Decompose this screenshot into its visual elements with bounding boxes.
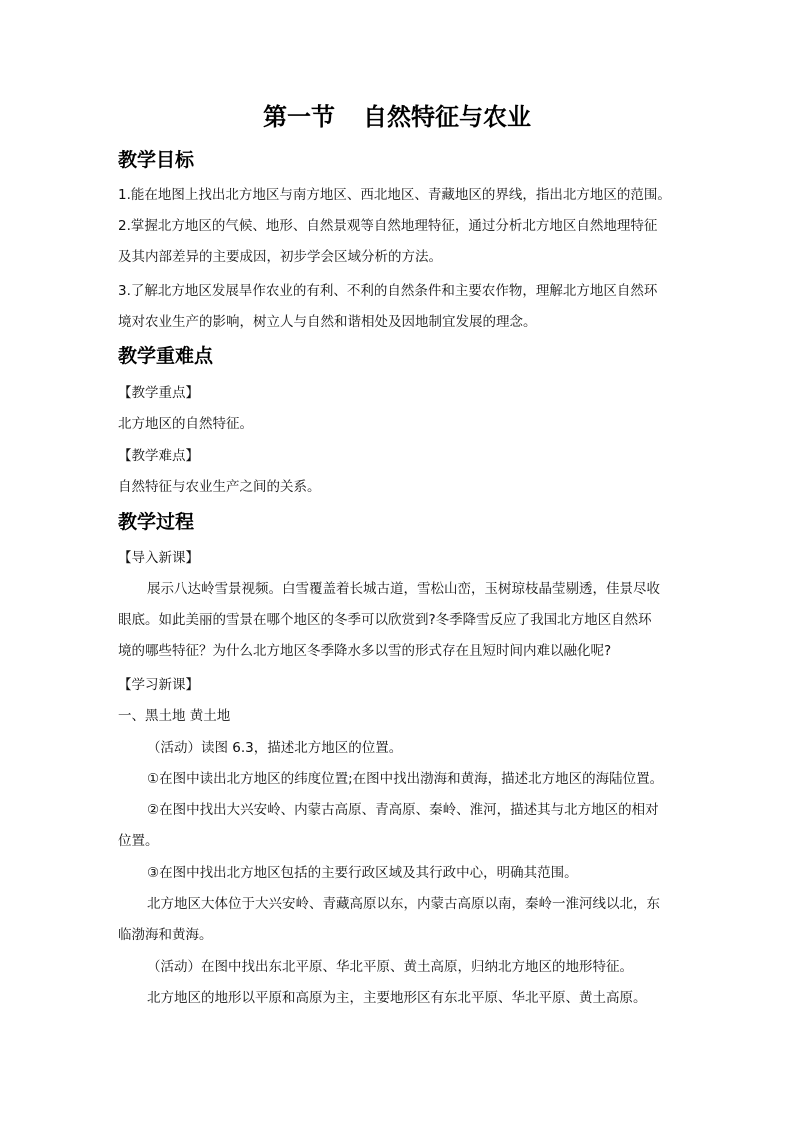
objective-line: 3.了解北方地区发展旱作农业的有利、不利的自然条件和主要农作物，理解北方地区自然环 xyxy=(118,283,658,299)
key-point-text: 北方地区的自然特征。 xyxy=(118,416,253,432)
summary-line: 北方地区大体位于大兴安岭、青藏高原以东，内蒙古高原以南，秦岭一淮河线以北，东 xyxy=(147,896,660,912)
new-lesson-label: 【学习新课】 xyxy=(118,677,199,693)
objective-line: 境对农业生产的影响，树立人与自然和谐相处及因地制宜发展的理念。 xyxy=(118,314,537,330)
activity-line: （活动）在图中找出东北平原、华北平原、黄土高原，归纳北方地区的地形特征。 xyxy=(147,959,633,975)
activity-item: ①在图中读出北方地区的纬度位置;在图中找出渤海和黄海，描述北方地区的海陆位置。 xyxy=(147,771,664,787)
activity-item: ②在图中找出大兴安岭、内蒙古高原、青高原、秦岭、淮河，描述其与北方地区的相对 xyxy=(147,802,659,818)
intro-line: 眼底。如此美丽的雪景在哪个地区的冬季可以欣赏到?冬季降雪反应了我国北方地区自然环 xyxy=(118,612,652,628)
activity-item: ③在图中找出北方地区包括的主要行政区域及其行政中心，明确其范围。 xyxy=(147,865,578,881)
intro-label: 【导入新课】 xyxy=(118,550,199,566)
part1-heading: 一、黑土地 黄土地 xyxy=(118,708,231,724)
objective-line: 2.掌握北方地区的气候、地形、自然景观等自然地理特征，通过分析北方地区自然地理特征 xyxy=(118,218,658,234)
terrain-line: 北方地区的地形以平原和高原为主，主要地形区有东北平原、华北平原、黄土高原。 xyxy=(147,990,647,1006)
intro-line: 境的哪些特征？为什么北方地区冬季降水多以雪的形式存在且短时间内难以融化呢? xyxy=(118,643,612,659)
title-text: 自然特征与农业 xyxy=(363,103,531,131)
title-section-number: 第一节 xyxy=(263,103,335,131)
objective-line: 1.能在地图上找出北方地区与南方地区、西北地区、青藏地区的界线，指出北方地区的范围。 xyxy=(118,187,671,203)
objective-line: 及其内部差异的主要成因，初步学会区域分析的方法。 xyxy=(118,249,442,265)
objectives-heading: 教学目标 xyxy=(118,149,195,171)
difficult-point-label: 【教学难点】 xyxy=(118,448,199,464)
difficult-point-text: 自然特征与农业生产之间的关系。 xyxy=(118,479,321,495)
keypoints-heading: 教学重难点 xyxy=(118,345,214,367)
page-title xyxy=(0,100,794,134)
intro-line: 展示八达岭雪景视频。白雪覆盖着长城古道，雪松山峦，玉树琼枝晶莹剔透，佳景尽收 xyxy=(147,581,660,597)
key-point-label: 【教学重点】 xyxy=(118,385,199,401)
process-heading: 教学过程 xyxy=(118,511,195,533)
summary-line: 临渤海和黄海。 xyxy=(118,927,213,943)
activity-line: （活动）读图 6.3，描述北方地区的位置。 xyxy=(147,740,403,756)
activity-item-continuation: 位置。 xyxy=(118,833,159,849)
